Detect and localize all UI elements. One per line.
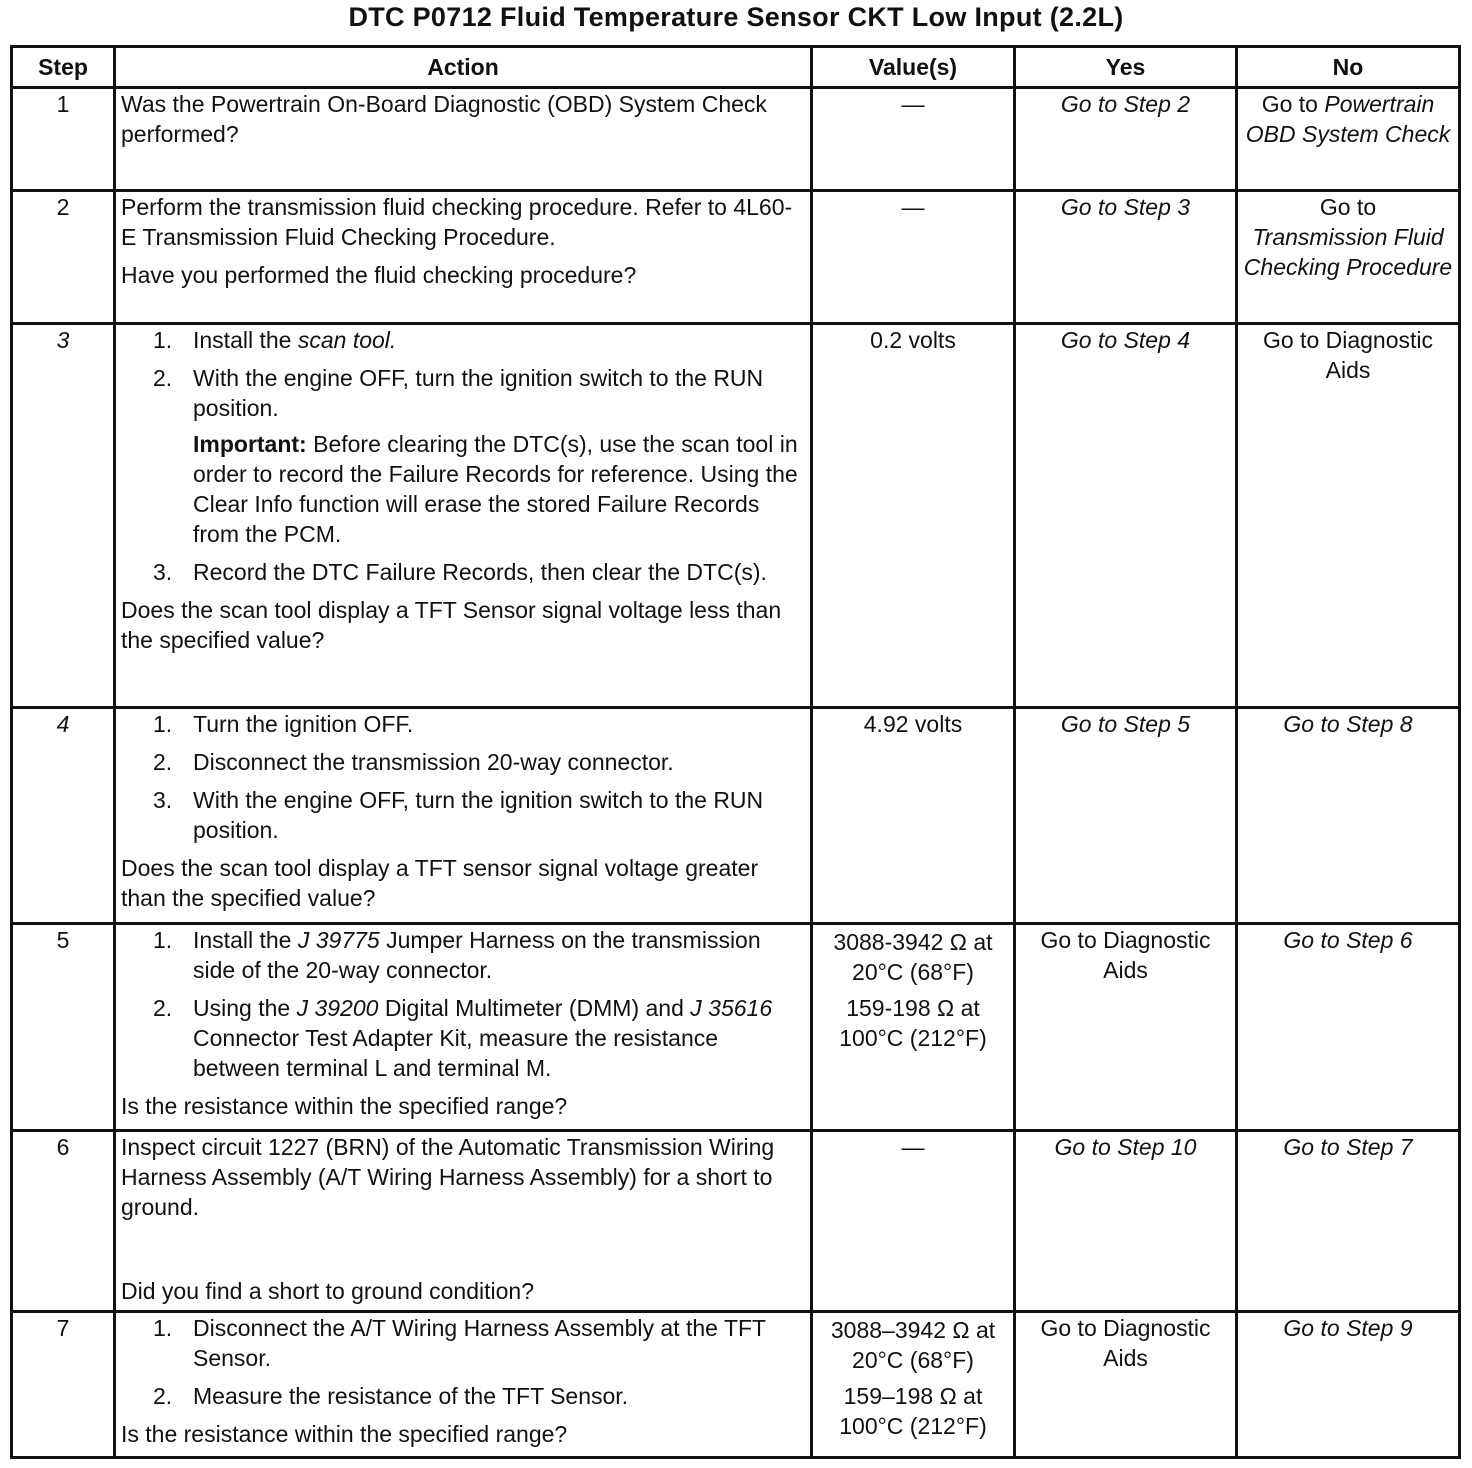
procedure-list <box>121 1313 805 1411</box>
item-tool: J 39775 <box>297 927 380 953</box>
item-tool: J 39200 <box>296 995 379 1021</box>
yes-cell: Go to Step 3 <box>1015 191 1237 324</box>
list-item <box>151 1313 805 1373</box>
action-question: Have you performed the fluid checking procedure? <box>121 262 637 288</box>
item-number: 2. <box>153 1383 173 1409</box>
list-item <box>151 1381 805 1411</box>
no-cell: Go to Step 6 <box>1237 924 1460 1131</box>
value-range: 3088–3942 Ω at 20°C (68°F) <box>830 1317 996 1373</box>
item-number: 2. <box>153 995 173 1021</box>
item-number: 3. <box>153 787 173 813</box>
no-prefix: Go to <box>1319 194 1377 220</box>
list-item <box>151 363 805 549</box>
action-question: Was the Powertrain On-Board Diagnostic (OBD) System Check performed? <box>121 91 767 147</box>
no-reference: Powertrain OBD System Check <box>1245 91 1451 147</box>
yes-cell: Go to Step 2 <box>1015 88 1237 191</box>
value-range: 3088-3942 Ω at 20°C (68°F) <box>833 929 993 985</box>
item-number: 1. <box>153 1315 173 1341</box>
list-item <box>151 557 805 587</box>
yes-cell: Go to Step 4 <box>1015 324 1237 708</box>
action-cell <box>115 191 812 324</box>
procedure-list <box>121 925 805 1083</box>
item-text: With the engine OFF, turn the ignition switch to the RUN position. <box>193 365 764 421</box>
value-cell: — <box>812 88 1015 191</box>
no-reference: Transmission Fluid Checking Procedure <box>1243 224 1453 280</box>
value-cell: — <box>812 191 1015 324</box>
value-range: 159–198 Ω at 100°C (212°F) <box>839 1383 987 1439</box>
value-cell <box>812 1312 1015 1458</box>
header-action: Action <box>115 47 812 88</box>
page-title: DTC P0712 Fluid Temperature Sensor CKT Low Input (2.2L) <box>348 2 1124 32</box>
step-number: 3 <box>12 324 115 708</box>
item-text: Install the <box>193 927 292 953</box>
list-item <box>151 925 805 985</box>
table-row <box>12 1312 1460 1458</box>
no-cell: Go to Diagnostic Aids <box>1237 324 1460 708</box>
no-prefix: Go to <box>1261 91 1318 117</box>
action-cell <box>115 708 812 924</box>
item-text: Disconnect the transmission 20-way connector. <box>193 749 674 775</box>
item-number: 2. <box>153 749 173 775</box>
no-cell: Go to Step 8 <box>1237 708 1460 924</box>
action-text: Perform the transmission fluid checking procedure. Refer to 4L60-E Transmission Fluid Checking Procedure. <box>121 194 793 250</box>
list-item <box>151 785 805 845</box>
note-text: Before clearing the DTC(s), use the scan tool in order to record the Failure Records for reference. Using the Clear Info function will erase the stored Failure Records from the PCM. <box>193 431 798 547</box>
list-item <box>151 993 805 1083</box>
action-question: Is the resistance within the specified range? <box>121 1421 568 1447</box>
action-cell <box>115 1312 812 1458</box>
item-text: Jumper Harness on the transmission side of the 20-way connector. <box>193 927 761 983</box>
important-note <box>193 429 805 549</box>
step-number: 1 <box>12 88 115 191</box>
yes-cell: Go to Diagnostic Aids <box>1015 1312 1237 1458</box>
action-cell <box>115 924 812 1131</box>
no-cell: Go to Step 9 <box>1237 1312 1460 1458</box>
action-text: Inspect circuit 1227 (BRN) of the Automatic Transmission Wiring Harness Assembly (A/T Wiring Harness Assembly) for a short to ground. <box>121 1134 775 1220</box>
value-range: 159-198 Ω at 100°C (212°F) <box>839 995 987 1051</box>
item-number: 1. <box>153 711 173 737</box>
action-question: Is the resistance within the specified range? <box>121 1093 568 1119</box>
no-cell <box>1237 191 1460 324</box>
dtc-table <box>10 45 1461 1459</box>
action-cell <box>115 324 812 708</box>
header-yes: Yes <box>1015 47 1237 88</box>
value-cell: 4.92 volts <box>812 708 1015 924</box>
step-number: 4 <box>12 708 115 924</box>
no-cell <box>1237 88 1460 191</box>
item-number: 1. <box>153 327 173 353</box>
table-row <box>12 88 1460 191</box>
item-number: 2. <box>153 365 173 391</box>
header-step: Step <box>12 47 115 88</box>
item-text: Install the <box>193 327 292 353</box>
item-tool: scan tool. <box>297 327 397 353</box>
step-number: 2 <box>12 191 115 324</box>
list-item <box>151 747 805 777</box>
value-cell <box>812 924 1015 1131</box>
procedure-list <box>121 325 805 587</box>
yes-cell: Go to Step 10 <box>1015 1131 1237 1312</box>
yes-cell: Go to Diagnostic Aids <box>1015 924 1237 1131</box>
no-cell: Go to Step 7 <box>1237 1131 1460 1312</box>
yes-cell: Go to Step 5 <box>1015 708 1237 924</box>
item-text: Digital Multimeter (DMM) and <box>384 995 684 1021</box>
table-row <box>12 1131 1460 1312</box>
header-row <box>12 47 1460 88</box>
value-cell: — <box>812 1131 1015 1312</box>
item-text: Turn the ignition OFF. <box>193 711 414 737</box>
step-number: 7 <box>12 1312 115 1458</box>
item-text: Disconnect the A/T Wiring Harness Assembly at the TFT Sensor. <box>193 1315 766 1371</box>
action-cell <box>115 1131 812 1312</box>
action-question: Did you find a short to ground condition? <box>121 1278 534 1304</box>
table-row <box>12 924 1460 1131</box>
table-row <box>12 708 1460 924</box>
item-number: 1. <box>153 927 173 953</box>
item-text: Using the <box>193 995 291 1021</box>
action-question: Does the scan tool display a TFT sensor signal voltage greater than the specified value? <box>121 855 759 911</box>
note-label: Important: <box>193 431 307 457</box>
value-cell: 0.2 volts <box>812 324 1015 708</box>
table-row <box>12 191 1460 324</box>
item-text: With the engine OFF, turn the ignition switch to the RUN position. <box>193 787 764 843</box>
procedure-list <box>121 709 805 845</box>
action-question: Does the scan tool display a TFT Sensor signal voltage less than the specified value? <box>121 597 782 653</box>
list-item <box>151 325 805 355</box>
step-number: 6 <box>12 1131 115 1312</box>
item-text: Measure the resistance of the TFT Sensor. <box>193 1383 629 1409</box>
header-no: No <box>1237 47 1460 88</box>
item-number: 3. <box>153 559 173 585</box>
header-value: Value(s) <box>812 47 1015 88</box>
step-number: 5 <box>12 924 115 1131</box>
table-row <box>12 324 1460 708</box>
item-text: Connector Test Adapter Kit, measure the resistance between terminal L and terminal M. <box>193 1025 719 1081</box>
item-tool: J 35616 <box>690 995 773 1021</box>
list-item <box>151 709 805 739</box>
action-cell <box>115 88 812 191</box>
item-text: Record the DTC Failure Records, then clear the DTC(s). <box>193 559 767 585</box>
